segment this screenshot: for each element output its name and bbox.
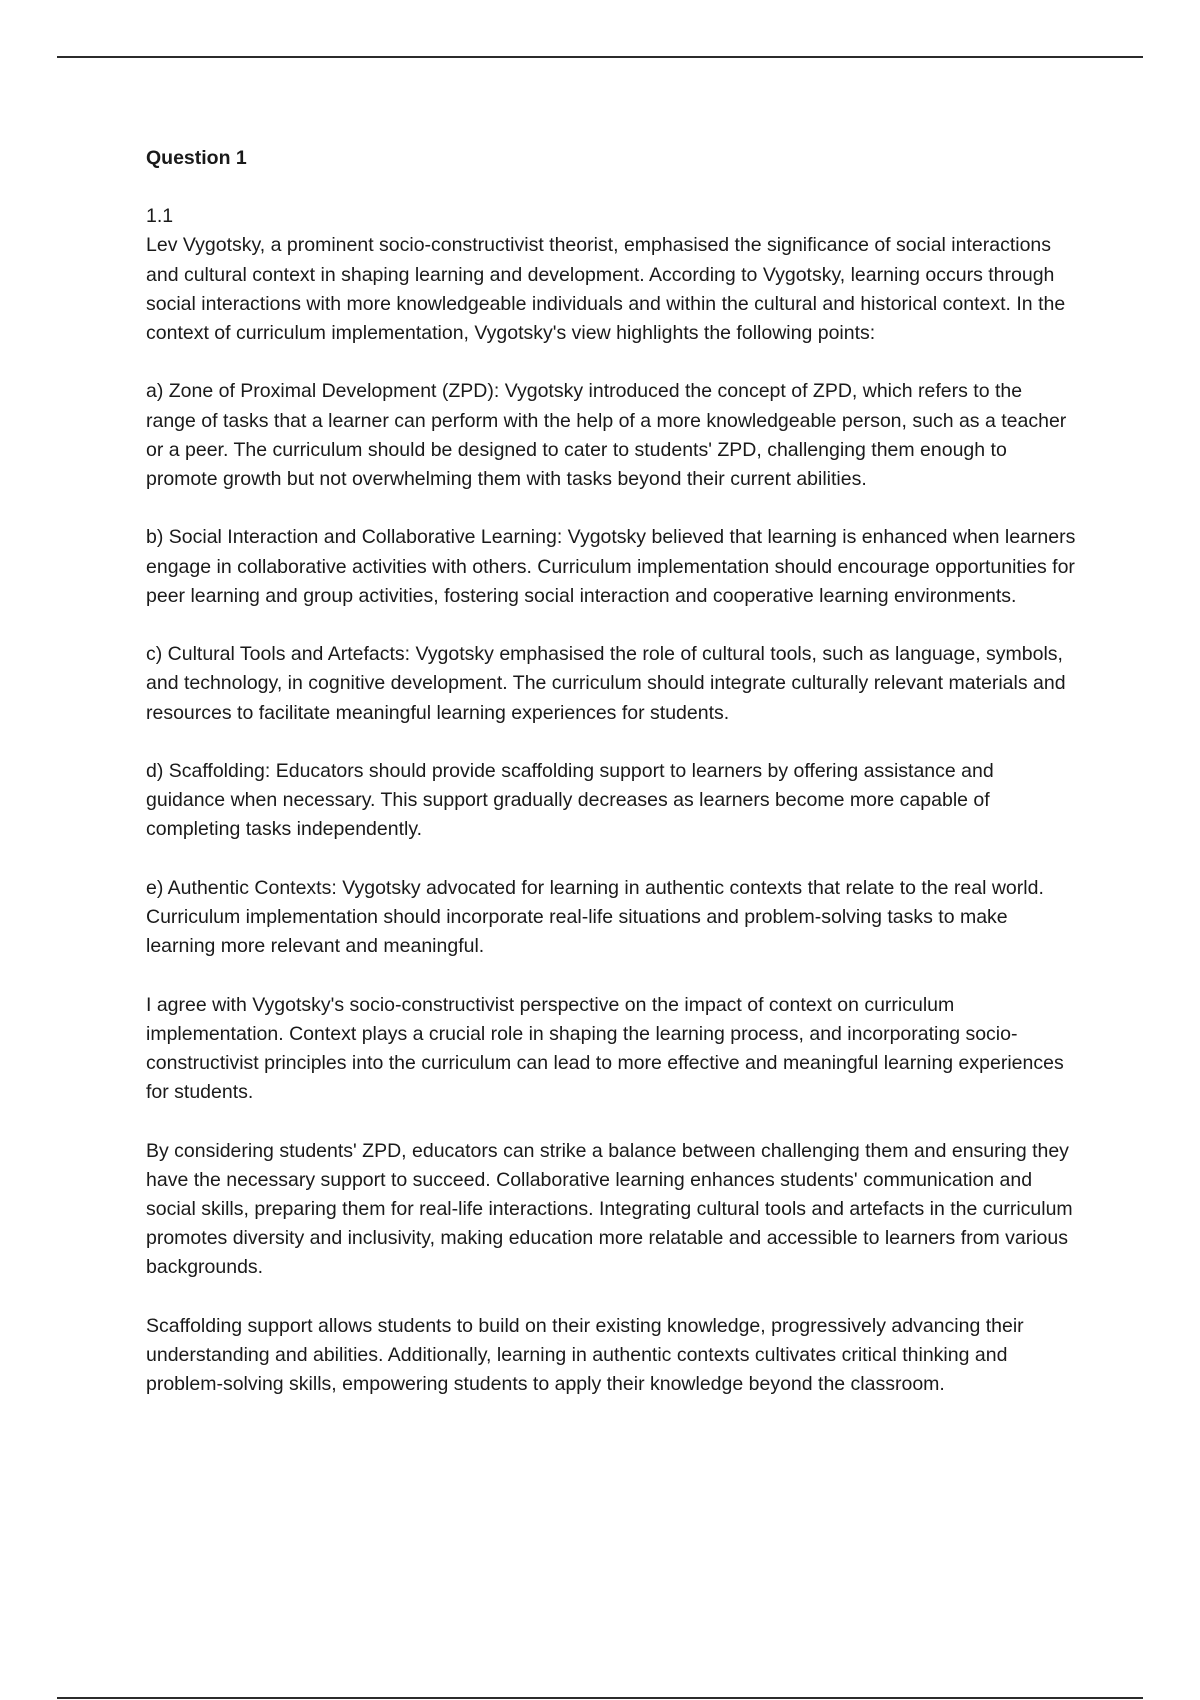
intro-paragraph: Lev Vygotsky, a prominent socio-constructivist theorist, emphasised the significance of social interactions and cultural context in shaping learning and development. According to Vygotsky, learning occurs through social interactions with more knowledgeable individuals and within the cultural and historical context. In the context of curriculum implementation, Vygotsky's view highlights the following points: <box>146 234 1066 345</box>
point-b-paragraph: b) Social Interaction and Collaborative Learning: Vygotsky believed that learning is enhanced when learners engage in collaborative activities with others. Curriculum implementation should encourage opportunities for peer learning and group activities, fostering social interaction and cooperative learning environments. <box>146 526 1076 607</box>
agreement-paragraph: I agree with Vygotsky's socio-constructivist perspective on the impact of context on curriculum implementation. Context plays a crucial role in shaping the learning process, and incorporating socio-constructivist principles into the curriculum can lead to more effective and meaningful learning experiences for students. <box>146 993 1064 1104</box>
point-d-paragraph: d) Scaffolding: Educators should provide scaffolding support to learners by offering assistance and guidance when necessary. This support gradually decreases as learners become more capable of completing tasks independently. <box>146 760 994 841</box>
bottom-divider <box>57 1697 1143 1699</box>
question-heading: Question 1 <box>146 147 247 169</box>
section-number: 1.1 <box>146 205 174 228</box>
point-e-paragraph: e) Authentic Contexts: Vygotsky advocated for learning in authentic contexts that relate to the real world. Curriculum implementation should incorporate real-life situations and problem-solving tasks to make learning more relevant and meaningful. <box>146 876 1044 958</box>
top-divider <box>57 56 1143 58</box>
point-a-paragraph: a) Zone of Proximal Development (ZPD): Vygotsky introduced the concept of ZPD, which refers to the range of tasks that a learner can perform with the help of a more knowledgeable person, such as a teacher or a peer. The curriculum should be designed to cater to students' ZPD, challenging them enough to promote growth but not overwhelming them with tasks beyond their current abilities. <box>146 380 1067 491</box>
point-c-paragraph: c) Cultural Tools and Artefacts: Vygotsky emphasised the role of cultural tools, such as language, symbols, and technology, in cognitive development. The curriculum should integrate culturally relevant materials and resources to facilitate meaningful learning experiences for students. <box>146 643 1066 724</box>
zpd-discussion-paragraph: By considering students' ZPD, educators can strike a balance between challenging them and ensuring they have the necessary support to succeed. Collaborative learning enhances students' communication and social skills, preparing them for real-life interactions. Integrating cultural tools and artefacts in the curriculum promotes diversity and inclusivity, making education more relatable and accessible to learners from various backgrounds. <box>146 1139 1073 1279</box>
document-body <box>146 144 1076 1399</box>
scaffolding-discussion-paragraph: Scaffolding support allows students to build on their existing knowledge, progressively advancing their understanding and abilities. Additionally, learning in authentic contexts cultivates critical thinking and problem-solving skills, empowering students to apply their knowledge beyond the classroom. <box>146 1314 1024 1396</box>
